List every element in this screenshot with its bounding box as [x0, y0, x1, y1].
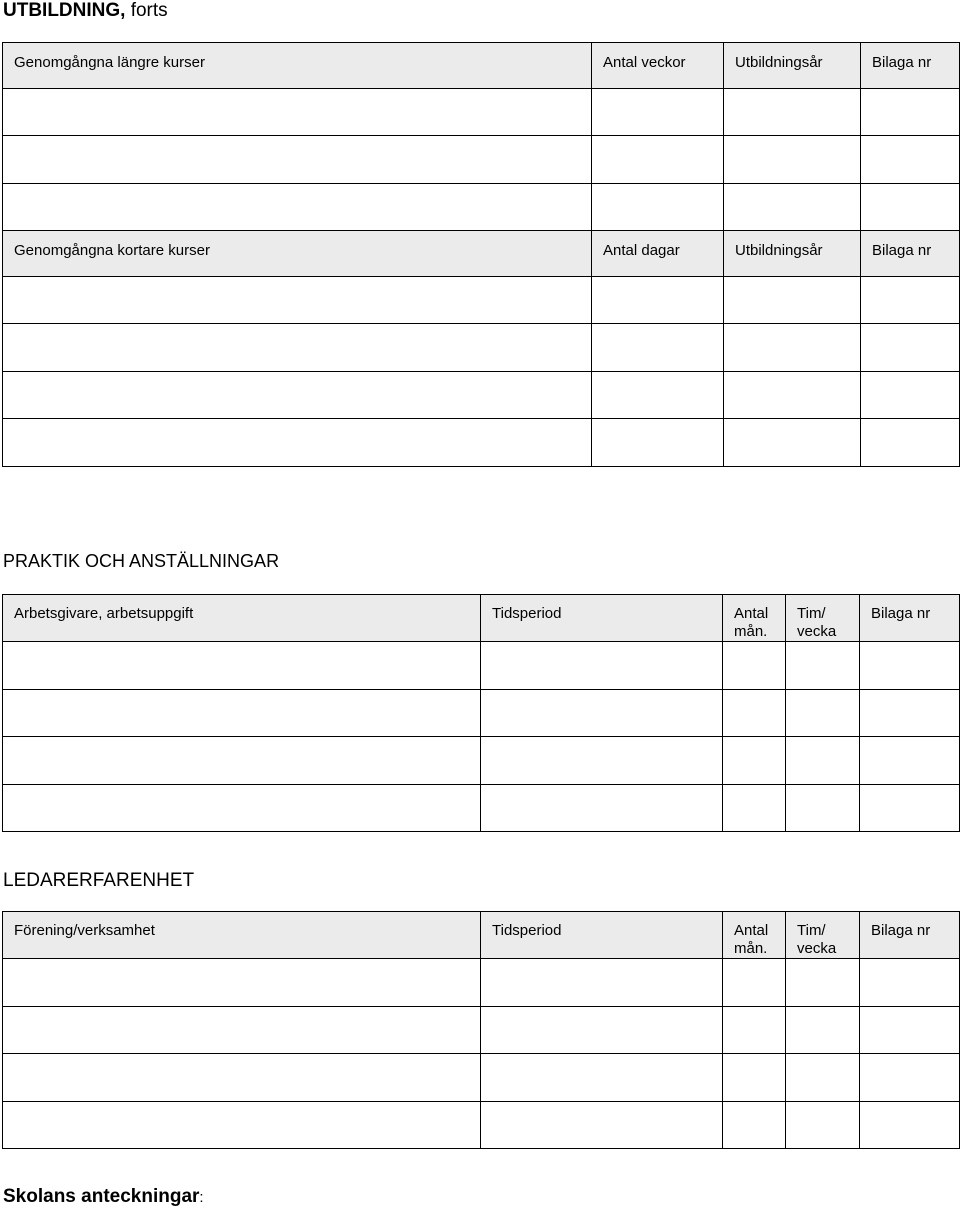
attachment-field[interactable]	[860, 737, 960, 785]
header-utbildningsar: Utbildningsår	[724, 43, 861, 89]
period-field[interactable]	[481, 642, 723, 690]
header-shorter-courses: Genomgångna kortare kurser	[3, 231, 592, 277]
header-tidsperiod: Tidsperiod	[481, 595, 723, 642]
days-field[interactable]	[592, 372, 724, 419]
days-field[interactable]	[592, 419, 724, 467]
hours-field[interactable]	[786, 642, 860, 690]
course-name-field[interactable]	[3, 324, 592, 372]
shorter-courses-header	[3, 231, 960, 277]
table-row	[3, 89, 960, 136]
hours-field[interactable]	[786, 1007, 860, 1054]
course-name-field[interactable]	[3, 89, 592, 136]
table-row	[3, 1102, 960, 1149]
course-name-field[interactable]	[3, 136, 592, 184]
year-field[interactable]	[724, 184, 861, 231]
year-field[interactable]	[724, 277, 861, 324]
employer-field[interactable]	[3, 785, 481, 832]
organization-field[interactable]	[3, 959, 481, 1007]
attachment-field[interactable]	[861, 277, 960, 324]
attachment-field[interactable]	[861, 419, 960, 467]
months-field[interactable]	[723, 785, 786, 832]
header-bilaga-nr: Bilaga nr	[861, 231, 960, 277]
year-field[interactable]	[724, 324, 861, 372]
header-antal-dagar: Antal dagar	[592, 231, 724, 277]
school-notes-text: Skolans anteckningar	[3, 1186, 200, 1207]
hours-field[interactable]	[786, 1054, 860, 1102]
table-row	[3, 372, 960, 419]
months-field[interactable]	[723, 737, 786, 785]
header-bilaga-nr: Bilaga nr	[860, 912, 960, 959]
hours-field[interactable]	[786, 1102, 860, 1149]
header-bilaga-nr: Bilaga nr	[861, 43, 960, 89]
page-title-suffix: forts	[125, 0, 168, 21]
attachment-field[interactable]	[860, 785, 960, 832]
header-antal-man: Antal mån.	[723, 912, 786, 959]
table-row	[3, 959, 960, 1007]
attachment-field[interactable]	[860, 642, 960, 690]
organization-field[interactable]	[3, 1102, 481, 1149]
table-row	[3, 1007, 960, 1054]
practice-section-title: PRAKTIK OCH ANSTÄLLNINGAR	[3, 551, 280, 571]
leadership-table	[2, 911, 960, 1149]
period-field[interactable]	[481, 690, 723, 737]
weeks-field[interactable]	[592, 184, 724, 231]
hours-field[interactable]	[786, 690, 860, 737]
course-name-field[interactable]	[3, 372, 592, 419]
attachment-field[interactable]	[861, 324, 960, 372]
longer-courses-header	[3, 43, 960, 89]
months-field[interactable]	[723, 642, 786, 690]
practice-header	[3, 595, 960, 642]
table-row	[3, 136, 960, 184]
employer-field[interactable]	[3, 642, 481, 690]
weeks-field[interactable]	[592, 136, 724, 184]
hours-field[interactable]	[786, 959, 860, 1007]
year-field[interactable]	[724, 136, 861, 184]
year-field[interactable]	[724, 419, 861, 467]
school-notes-colon: :	[199, 1189, 204, 1206]
header-antal-man: Antal mån.	[723, 595, 786, 642]
table-row	[3, 277, 960, 324]
page-title	[3, 0, 168, 22]
table-row	[3, 419, 960, 467]
school-notes-label	[3, 1186, 204, 1208]
header-tidsperiod: Tidsperiod	[481, 912, 723, 959]
table-row	[3, 690, 960, 737]
courses-table	[2, 42, 960, 467]
header-utbildningsar: Utbildningsår	[724, 231, 861, 277]
table-row	[3, 642, 960, 690]
period-field[interactable]	[481, 1102, 723, 1149]
attachment-field[interactable]	[861, 89, 960, 136]
months-field[interactable]	[723, 1007, 786, 1054]
attachment-field[interactable]	[861, 136, 960, 184]
hours-field[interactable]	[786, 785, 860, 832]
employer-field[interactable]	[3, 690, 481, 737]
attachment-field[interactable]	[861, 372, 960, 419]
header-employer: Arbetsgivare, arbetsuppgift	[3, 595, 481, 642]
year-field[interactable]	[724, 89, 861, 136]
table-row	[3, 184, 960, 231]
period-field[interactable]	[481, 785, 723, 832]
header-bilaga-nr: Bilaga nr	[860, 595, 960, 642]
leadership-header	[3, 912, 960, 959]
table-row	[3, 785, 960, 832]
practice-table	[2, 594, 960, 832]
months-field[interactable]	[723, 1054, 786, 1102]
months-field[interactable]	[723, 1102, 786, 1149]
attachment-field[interactable]	[860, 1007, 960, 1054]
attachment-field[interactable]	[860, 959, 960, 1007]
organization-field[interactable]	[3, 1007, 481, 1054]
year-field[interactable]	[724, 372, 861, 419]
period-field[interactable]	[481, 737, 723, 785]
course-name-field[interactable]	[3, 184, 592, 231]
months-field[interactable]	[723, 690, 786, 737]
table-row	[3, 1054, 960, 1102]
header-tim-vecka: Tim/ vecka	[786, 595, 860, 642]
hours-field[interactable]	[786, 737, 860, 785]
days-field[interactable]	[592, 324, 724, 372]
attachment-field[interactable]	[860, 1054, 960, 1102]
attachment-field[interactable]	[860, 690, 960, 737]
employer-field[interactable]	[3, 737, 481, 785]
header-tim-vecka: Tim/ vecka	[786, 912, 860, 959]
leadership-section-title: LEDARERFARENHET	[3, 870, 195, 891]
attachment-field[interactable]	[861, 184, 960, 231]
months-field[interactable]	[723, 959, 786, 1007]
header-antal-veckor: Antal veckor	[592, 43, 724, 89]
period-field[interactable]	[481, 1054, 723, 1102]
course-name-field[interactable]	[3, 277, 592, 324]
weeks-field[interactable]	[592, 89, 724, 136]
period-field[interactable]	[481, 959, 723, 1007]
header-organization: Förening/verksamhet	[3, 912, 481, 959]
table-row	[3, 324, 960, 372]
organization-field[interactable]	[3, 1054, 481, 1102]
days-field[interactable]	[592, 277, 724, 324]
header-longer-courses: Genomgångna längre kurser	[3, 43, 592, 89]
period-field[interactable]	[481, 1007, 723, 1054]
page-title-main: UTBILDNING,	[3, 0, 126, 21]
course-name-field[interactable]	[3, 419, 592, 467]
attachment-field[interactable]	[860, 1102, 960, 1149]
table-row	[3, 737, 960, 785]
